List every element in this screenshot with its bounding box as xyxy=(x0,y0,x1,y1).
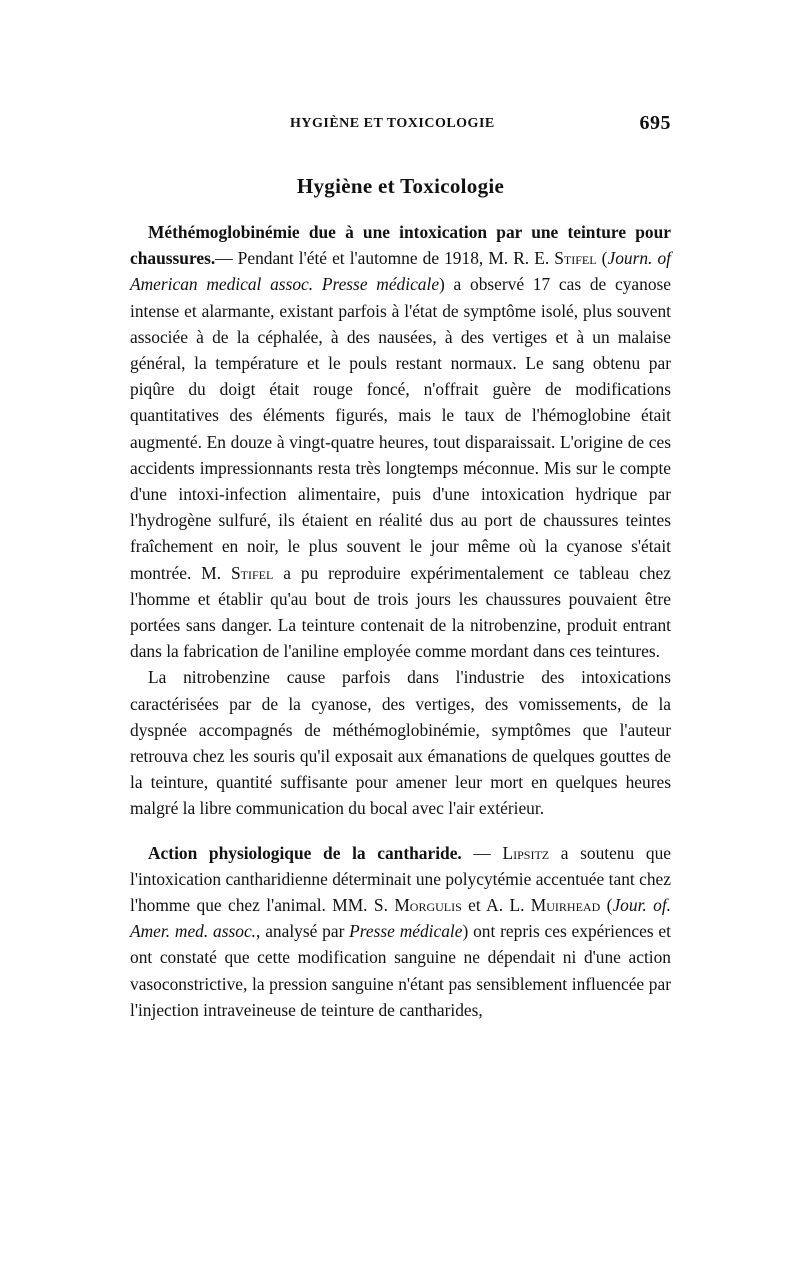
author-name: Muirhead xyxy=(530,895,601,916)
author-name: Stifel xyxy=(554,248,597,269)
text-run: a pu reproduire expérimentalement ce tableau chez l'homme et établir qu'au bout de trois jours les chaussures pouvaient être portées sans danger. La teinture contenait de la nitrobenzine, produit entrant dans la fabrication de l'aniline employée comme mordant dans ces teintures. xyxy=(130,562,671,662)
text-run: ( xyxy=(600,895,613,916)
section-title: Hygiène et Toxicologie xyxy=(296,174,505,198)
journal-citation: Journ. of American medical assoc. Presse médicale xyxy=(130,248,672,295)
author-name: Lipsitz xyxy=(502,842,550,863)
text-run: et A. L. xyxy=(461,895,531,916)
text-run: a soutenu que l'intoxication cantharidienne déterminait une polycytémie accentuée tant chez l'homme que chez l'animal. MM. S. xyxy=(130,842,671,916)
author-name: Stifel xyxy=(230,562,274,583)
article-methemoglobinemie xyxy=(130,219,671,822)
text-run: ( xyxy=(596,248,608,269)
text-run: ) a observé 17 cas de cyanose intense et alarmante, existant parfois à l'état de symptôme isolé, plus souvent associée à de la céphalée, à des nausées, à des vertiges et à un malaise général, la température et le pouls restant normaux. Le sang obtenu par piqûre du doigt était rouge foncé, n'offrait guère de modifications quantitatives des éléments figurés, mais le taux de l'hémoglobine était augmenté. En douze à vingt-quatre heures, tout disparaissait. L'origine de ces accidents impressionnants resta très longtemps méconnue. Mis sur le compte d'une intoxi-infection alimentaire, puis d'une intoxication hydrique par l'hydrogène sulfuré, ils étaient en réalité dus au port de chaussures teintes fraîchement en noir, le plus souvent le jour même où la cyanose s'était montrée. M. xyxy=(130,274,672,583)
article-lead: Action physiologique de la cantharide. xyxy=(148,842,462,863)
running-header xyxy=(130,112,671,142)
journal-citation: Presse médicale xyxy=(349,921,463,942)
page xyxy=(130,112,671,1023)
text-run: , analysé par xyxy=(256,921,350,942)
text-run: — xyxy=(461,842,503,863)
article-paragraph: La nitrobenzine cause parfois dans l'industrie des intoxications caractérisées par de la cyanose, des vertiges, des vomissements, de la dyspnée accompagnés de méthémoglobinémie, symptômes que l'auteur retrouva chez les souris qu'il exposait aux émanations de quelques gouttes de la teinture, quantité suffisante pour amener leur mort en quelques heures malgré la libre communication du bocal avec l'air extérieur. xyxy=(130,667,671,819)
text-run: — Pendant l'été et l'automne de 1918, M. R. E. xyxy=(215,248,555,269)
page-number: 695 xyxy=(639,112,671,134)
article-lead: Méthémoglobinémie due à une intoxication par une teinture pour chaussures. xyxy=(130,222,671,269)
journal-citation: Jour. of. Amer. med. assoc. xyxy=(130,895,672,942)
spacer xyxy=(130,822,671,840)
article-cantharide xyxy=(130,840,671,1023)
article-paragraph xyxy=(130,219,671,664)
author-name: Morgulis xyxy=(394,895,462,916)
article-paragraph xyxy=(130,840,671,1023)
running-title: HYGIÈNE ET TOXICOLOGIE xyxy=(290,116,495,131)
text-run: ) ont repris ces expériences et ont constaté que cette modification sanguine ne dépendait ni d'une action vasoconstrictive, la pression sanguine n'étant pas sensiblement influencée par l'injection intraveineuse de teinture de cantharides, xyxy=(130,921,671,1020)
